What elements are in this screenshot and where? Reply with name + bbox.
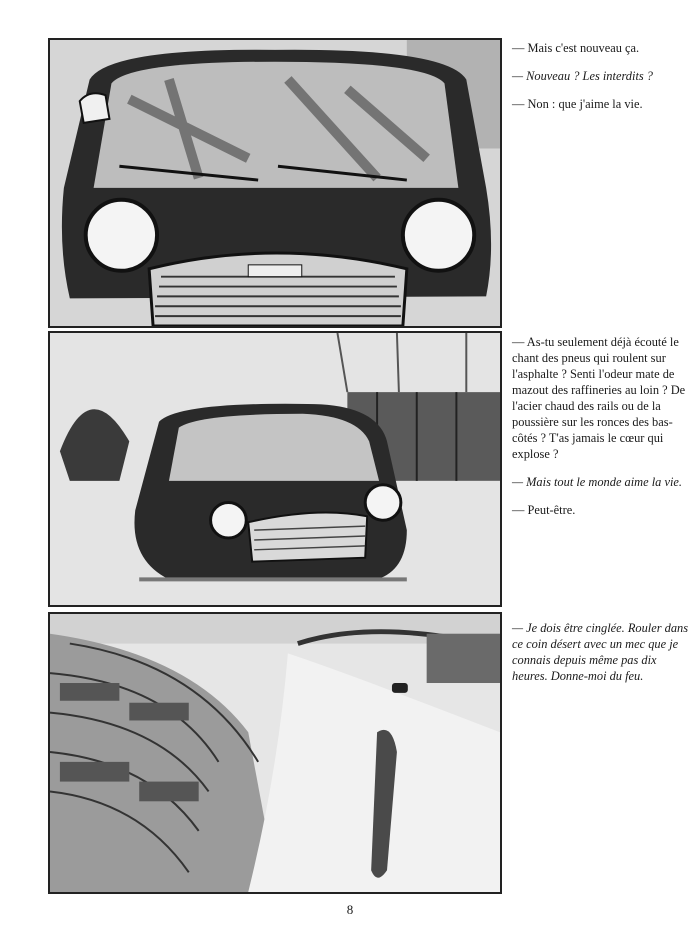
comic-panel-2 — [48, 331, 502, 607]
dialogue-line: — As-tu seulement déjà écouté le chant des pneus qui roulent sur l'asphalte ? Senti l'odeur mate de mazout des raffineries au loin ? De l'acier chaud des rails ou de la poussière sur les ronces des bas-côtés ? T'as jamais le cœur qui explose ? — [512, 335, 686, 461]
dialogue-line: — Mais c'est nouveau ça. — [512, 41, 640, 55]
dialogue-line: — Nouveau ? Les interdits ? — [512, 69, 653, 83]
car-on-road-icon — [50, 333, 500, 605]
dialogue-block-1 — [512, 40, 690, 124]
car-front-close-icon — [50, 40, 500, 326]
page-number: 8 — [346, 902, 354, 917]
dialogue-line: — Non : que j'aime la vie. — [512, 97, 643, 111]
dialogue-line: — Mais tout le monde aime la vie. — [512, 475, 682, 489]
dialogue-line: — Je dois être cinglée. Rouler dans ce coin désert avec un mec que je connais depuis même pas dix heures. Donne-moi du feu. — [512, 621, 689, 683]
comic-panel-3 — [48, 612, 502, 894]
dialogue-line: — Peut-être. — [512, 503, 576, 517]
dialogue-block-3 — [512, 620, 690, 696]
railway-road-landscape-icon — [50, 614, 500, 892]
dialogue-block-2 — [512, 334, 690, 530]
comic-panel-1 — [48, 38, 502, 328]
